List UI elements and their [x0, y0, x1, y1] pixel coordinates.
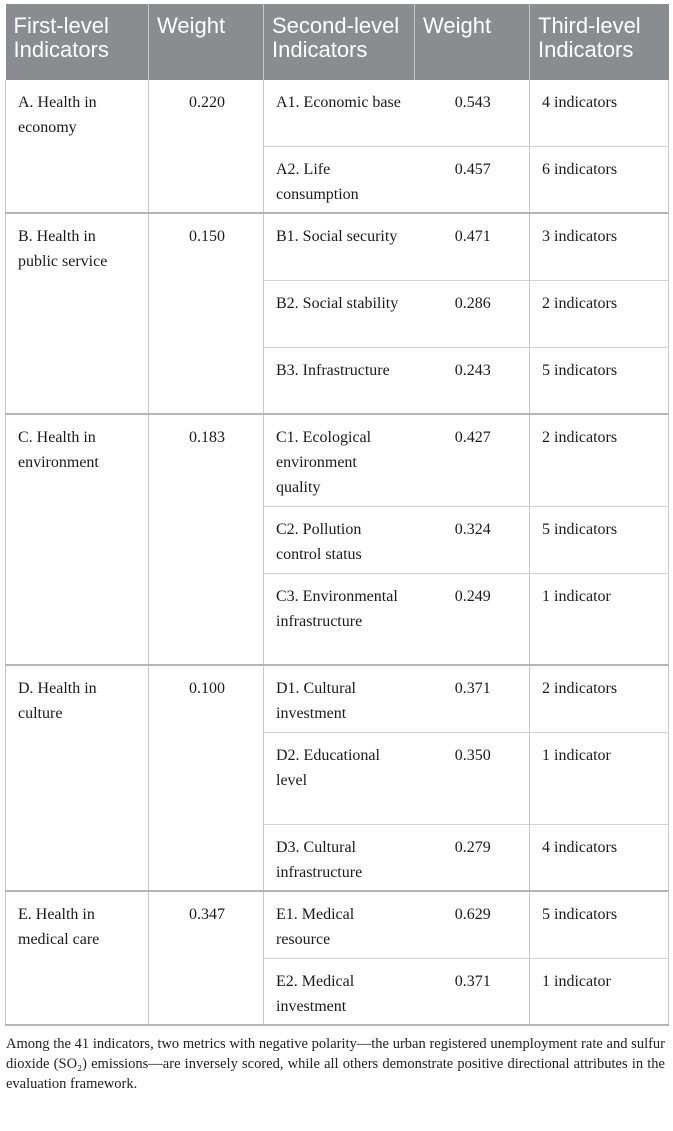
- third-level-indicator-count: 4 indicators: [530, 824, 669, 891]
- header-third-level: Third-level Indicators: [530, 4, 669, 80]
- third-level-indicator-count: 5 indicators: [530, 347, 669, 414]
- third-level-indicator-count: 2 indicators: [530, 414, 669, 506]
- second-level-weight: 0.324: [415, 506, 530, 573]
- first-level-indicator: E. Health in medical care: [6, 891, 149, 1025]
- second-level-weight: 0.471: [415, 213, 530, 280]
- third-level-indicator-count: 2 indicators: [530, 280, 669, 347]
- second-level-indicator: B3. Infrastructure: [264, 347, 415, 414]
- header-weight-first: Weight: [149, 4, 264, 80]
- second-level-weight: 0.249: [415, 573, 530, 665]
- third-level-indicator-count: 1 indicator: [530, 573, 669, 665]
- second-level-indicator: D1. Cultural investment: [264, 665, 415, 732]
- indicator-table: [5, 4, 669, 1026]
- second-level-indicator: D2. Educational level: [264, 732, 415, 824]
- header-row: [6, 4, 669, 80]
- table-header: [6, 4, 669, 80]
- second-level-weight: 0.427: [415, 414, 530, 506]
- table-body: [6, 80, 669, 1025]
- second-level-weight: 0.543: [415, 80, 530, 146]
- second-level-indicator: C2. Pollution control status: [264, 506, 415, 573]
- header-weight-second: Weight: [415, 4, 530, 80]
- second-level-weight: 0.371: [415, 665, 530, 732]
- header-second-level: Second-level Indicators: [264, 4, 415, 80]
- first-level-weight: 0.220: [149, 80, 264, 213]
- second-level-weight: 0.286: [415, 280, 530, 347]
- second-level-indicator: B1. Social security: [264, 213, 415, 280]
- header-first-level: First-level Indicators: [6, 4, 149, 80]
- table-row: [6, 414, 669, 506]
- third-level-indicator-count: 5 indicators: [530, 506, 669, 573]
- table-row: [6, 80, 669, 146]
- first-level-weight: 0.183: [149, 414, 264, 665]
- second-level-weight: 0.371: [415, 958, 530, 1025]
- second-level-weight: 0.457: [415, 146, 530, 213]
- first-level-indicator: C. Health in environment: [6, 414, 149, 665]
- first-level-weight: 0.347: [149, 891, 264, 1025]
- first-level-indicator: D. Health in culture: [6, 665, 149, 891]
- second-level-indicator: B2. Social stability: [264, 280, 415, 347]
- third-level-indicator-count: 2 indicators: [530, 665, 669, 732]
- third-level-indicator-count: 4 indicators: [530, 80, 669, 146]
- table-row: [6, 665, 669, 732]
- second-level-weight: 0.350: [415, 732, 530, 824]
- second-level-weight: 0.629: [415, 891, 530, 958]
- first-level-indicator: A. Health in economy: [6, 80, 149, 213]
- table-row: [6, 213, 669, 280]
- third-level-indicator-count: 1 indicator: [530, 958, 669, 1025]
- first-level-indicator: B. Health in public service: [6, 213, 149, 414]
- first-level-weight: 0.100: [149, 665, 264, 891]
- second-level-indicator: A1. Economic base: [264, 80, 415, 146]
- second-level-indicator: C1. Ecological environment quality: [264, 414, 415, 506]
- first-level-weight: 0.150: [149, 213, 264, 414]
- second-level-indicator: E1. Medical resource: [264, 891, 415, 958]
- second-level-indicator: A2. Life consumption: [264, 146, 415, 213]
- table-row: [6, 891, 669, 958]
- third-level-indicator-count: 1 indicator: [530, 732, 669, 824]
- third-level-indicator-count: 6 indicators: [530, 146, 669, 213]
- table-footnote: Among the 41 indicators, two metrics with negative polarity—the urban registered unemployment rate and sulfur dioxide (SO₂) emissions—are inversely scored, while all others demonstrate positive directional attributes in the evaluation framework.: [6, 1036, 665, 1092]
- second-level-indicator: E2. Medical investment: [264, 958, 415, 1025]
- second-level-weight: 0.279: [415, 824, 530, 891]
- third-level-indicator-count: 5 indicators: [530, 891, 669, 958]
- second-level-indicator: C3. Environmental infrastructure: [264, 573, 415, 665]
- third-level-indicator-count: 3 indicators: [530, 213, 669, 280]
- second-level-weight: 0.243: [415, 347, 530, 414]
- second-level-indicator: D3. Cultural infrastructure: [264, 824, 415, 891]
